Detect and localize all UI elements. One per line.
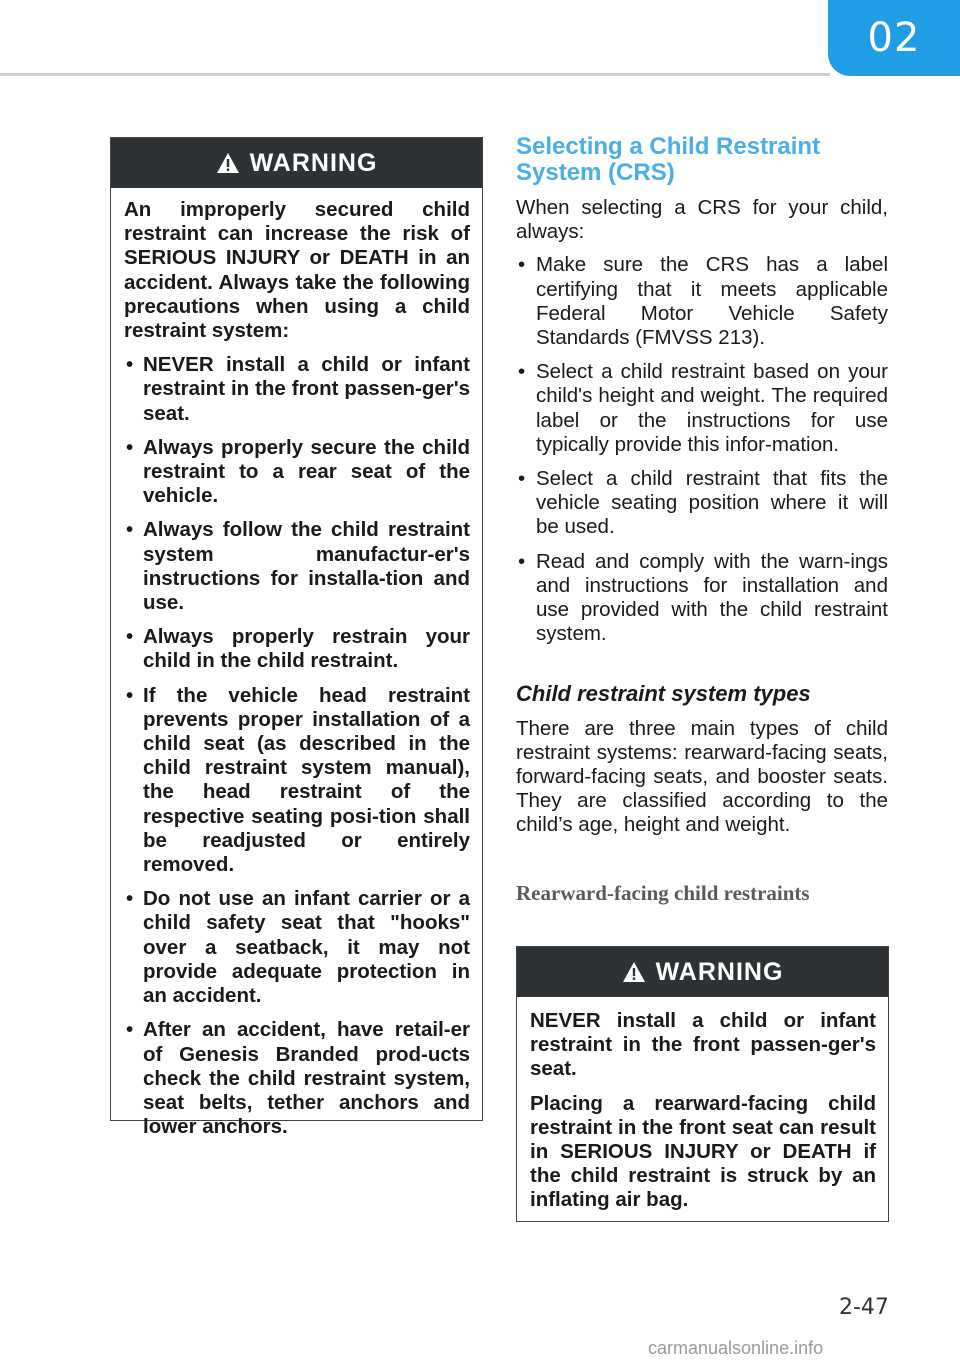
warning-paragraph: NEVER install a child or infant restraint in the front passen-ger's seat. bbox=[530, 1009, 876, 1081]
subheading: Child restraint system types bbox=[516, 681, 811, 707]
warning-paragraph: Placing a rearward-facing child restraint in the front seat can result in SERIOUS INJURY or DEATH if the child restraint is struck by an inflating air bag. bbox=[530, 1091, 876, 1212]
warning-item: • Do not use an infant carrier or a child safety seat that "hooks" over a seatback, it may not provide adequate protection in an accident. bbox=[124, 887, 470, 1008]
warning-list bbox=[124, 353, 470, 1139]
warning-item: • NEVER install a child or infant restraint in the front passen-ger's seat. bbox=[124, 353, 470, 426]
warning-item: • If the vehicle head restraint prevents proper installation of a child seat (as described in the child restraint system manual), the head restraint of the respective seating posi-tion shall be readjusted or entirely removed. bbox=[124, 684, 470, 878]
types-paragraph: There are three main types of child restraint systems: rearward-facing seats, forward-facing seats, and booster seats. They are classified according to the child’s age, height and weight. bbox=[516, 716, 888, 837]
chapter-number: 02 bbox=[867, 15, 921, 61]
warning-label: WARNING bbox=[249, 148, 378, 177]
warning-item: • Always properly secure the child restraint to a rear seat of the vehicle. bbox=[124, 436, 470, 509]
list-item: • Select a child restraint based on your child's height and weight. The required label or the instructions for use typically provide this infor-mation. bbox=[516, 360, 888, 457]
list-item: • Make sure the CRS has a label certifying that it meets applicable Federal Motor Vehicle Safety Standards (FMVSS 213). bbox=[516, 253, 888, 350]
section-list bbox=[516, 253, 888, 646]
warning-body bbox=[517, 997, 888, 1235]
warning-box-right bbox=[516, 946, 889, 1222]
page-number: 2-47 bbox=[839, 1295, 889, 1320]
warning-item: • Always properly restrain your child in the child restraint. bbox=[124, 625, 470, 673]
warning-item: • After an accident, have retail-er of Genesis Branded prod-ucts check the child restraint system, seat belts, tether anchors and lower anchors. bbox=[124, 1018, 470, 1139]
chapter-tab bbox=[828, 0, 960, 76]
warning-triangle-icon bbox=[216, 152, 240, 174]
section-intro: When selecting a CRS for your child, always: bbox=[516, 196, 888, 244]
warning-item: • Always follow the child restraint system manufactur-er's instructions for installa-tion and use. bbox=[124, 518, 470, 615]
warning-header bbox=[111, 138, 482, 188]
watermark: carmanualsonline.info bbox=[648, 1338, 824, 1358]
warning-body bbox=[111, 188, 482, 1151]
list-item: • Read and comply with the warn-ings and instructions for installation and use provided with the child restraint system. bbox=[516, 550, 888, 647]
warning-triangle-icon bbox=[622, 961, 646, 983]
warning-box-left bbox=[110, 137, 483, 1139]
warning-header bbox=[517, 947, 888, 997]
list-item: • Select a child restraint that fits the vehicle seating position where it will be used. bbox=[516, 467, 888, 540]
warning-label: WARNING bbox=[655, 957, 784, 986]
right-column bbox=[516, 134, 888, 905]
warning-intro: An improperly secured child restraint can increase the risk of SERIOUS INJURY or DEATH in an accident. Always take the following precautions when using a child restraint system: bbox=[124, 198, 470, 343]
rearward-heading: Rearward-facing child restraints bbox=[516, 880, 810, 905]
section-title: Selecting a Child Restraint System (CRS) bbox=[516, 133, 821, 186]
header-rule bbox=[0, 73, 830, 76]
